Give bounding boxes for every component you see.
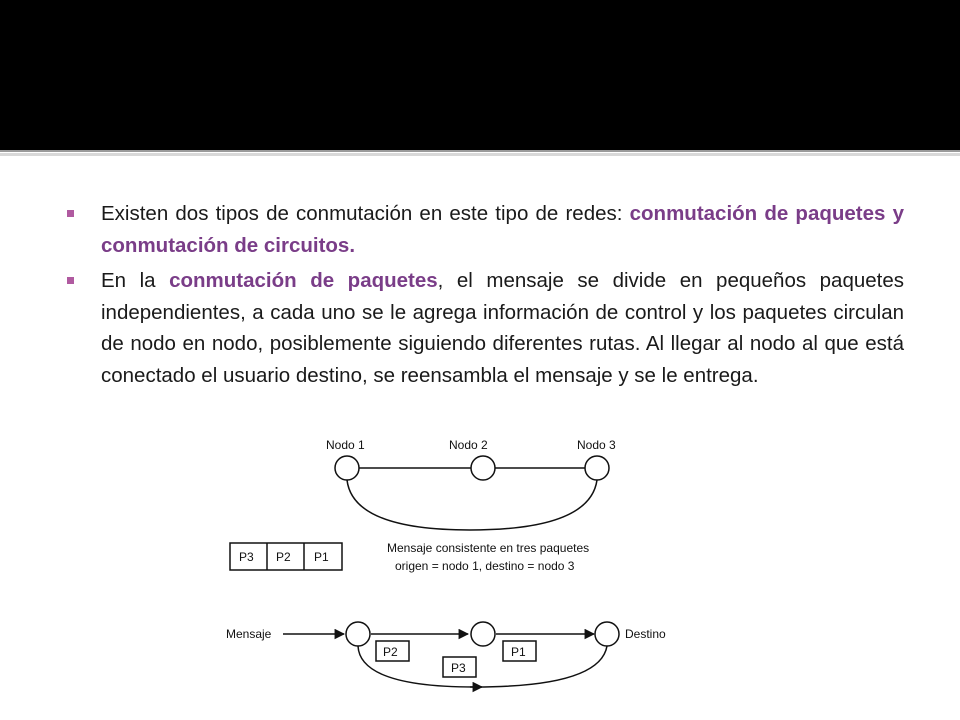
slide-body bbox=[64, 198, 904, 395]
node-1-circle bbox=[335, 456, 359, 480]
route-node-2 bbox=[471, 622, 495, 646]
title-rule-dark bbox=[0, 150, 960, 152]
packet-switching-diagram bbox=[220, 430, 690, 705]
destination-label: Destino bbox=[625, 627, 666, 641]
title-rule-light bbox=[0, 153, 960, 156]
node-3-circle bbox=[585, 456, 609, 480]
route-packet-label: P2 bbox=[383, 645, 398, 659]
node-label: Nodo 1 bbox=[326, 438, 365, 452]
node-2-circle bbox=[471, 456, 495, 480]
packet-label: P1 bbox=[314, 550, 329, 564]
packet-label: P3 bbox=[239, 550, 254, 564]
packet-label: P2 bbox=[276, 550, 291, 564]
bullet-text: Existen dos tipos de conmutación en este tipo de redes: bbox=[101, 202, 630, 225]
node-label: Nodo 3 bbox=[577, 438, 616, 452]
bullet-highlight: conmutación de paquetes bbox=[169, 269, 438, 292]
bullet-square-icon bbox=[67, 210, 74, 217]
bullet-text-after: , el mensaje se divide en pequeños paquetes independientes, a cada uno se le agrega información de control y los paquetes circulan de nodo en nodo, posiblemente siguiendo diferentes rutas. Al llegar al nodo al que está conectado el usuario destino, se reensambla el mensaje y se le entrega. bbox=[101, 269, 904, 387]
diagram-caption: Mensaje consistente en tres paquetes bbox=[387, 541, 590, 555]
message-label: Mensaje bbox=[226, 627, 272, 641]
diagram-caption: origen = nodo 1, destino = nodo 3 bbox=[395, 559, 575, 573]
route-packet-label: P1 bbox=[511, 645, 526, 659]
bullet-item bbox=[64, 198, 904, 261]
bullet-item bbox=[64, 265, 904, 391]
slide-title-bar bbox=[0, 0, 960, 150]
bullet-highlight: conmutación de paquetes y conmutación de circuitos. bbox=[101, 202, 904, 257]
bullet-text: En la bbox=[101, 269, 170, 292]
route-node-1 bbox=[346, 622, 370, 646]
route-node-3 bbox=[595, 622, 619, 646]
node-label: Nodo 2 bbox=[449, 438, 488, 452]
bullet-square-icon bbox=[67, 277, 74, 284]
route-packet-label: P3 bbox=[451, 661, 466, 675]
diagram-svg bbox=[220, 430, 690, 705]
link-1-3-arc bbox=[347, 480, 597, 530]
